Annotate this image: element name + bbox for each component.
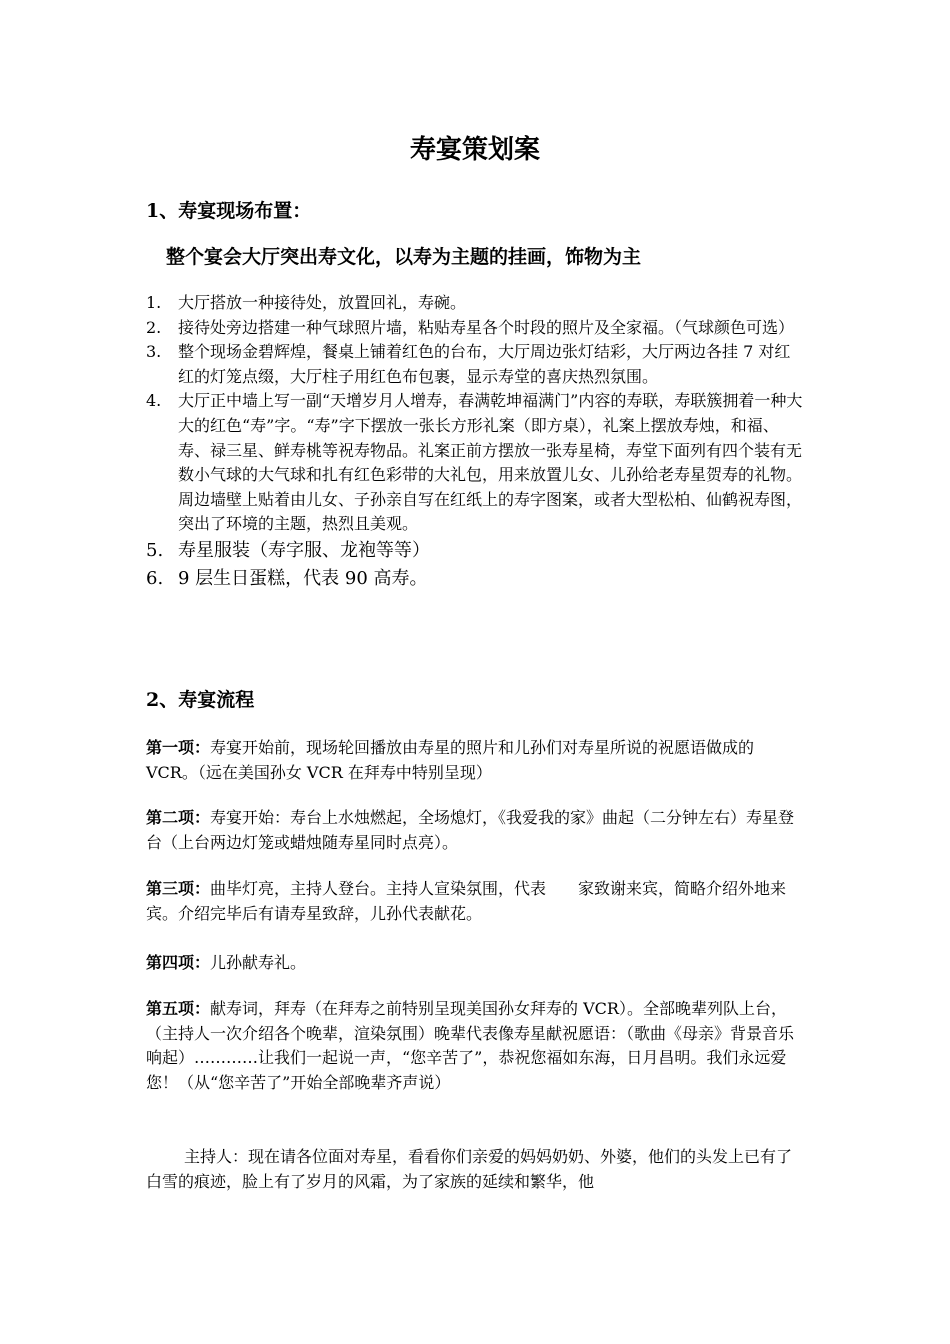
- host-paragraph: 主持人：现在请各位面对寿星，看看你们亲爱的妈妈奶奶、外婆，他们的头发上已有了白雪的痕迹，脸上有了岁月的风霜，为了家族的延续和繁华，他: [146, 1147, 793, 1191]
- step-label: 第五项：: [146, 999, 211, 1018]
- list-item: [146, 340, 806, 389]
- list-number: 1.: [146, 293, 162, 312]
- list-number: 6.: [146, 567, 164, 589]
- step-paragraph: [146, 806, 806, 855]
- list-text: 大厅搭放一种接待处，放置回礼，寿碗。: [178, 293, 467, 312]
- list-text: 整个现场金碧辉煌，餐桌上铺着红色的台布，大厅周边张灯结彩，大厅两边各挂 7 对红红的灯笼点缀，大厅柱子用红色布包裹，显示寿堂的喜庆热烈氛围。: [178, 342, 791, 386]
- setup-list: [146, 291, 806, 593]
- step-label: 第一项：: [146, 738, 211, 757]
- section1-subheading: 整个宴会大厅突出寿文化，以寿为主题的挂画，饰物为主: [166, 246, 642, 268]
- step-label: 第二项：: [146, 808, 211, 827]
- list-text: 接待处旁边搭建一种气球照片墙，粘贴寿星各个时段的照片及全家福。（气球颜色可选）: [178, 317, 795, 337]
- step-text: 寿宴开始：寿台上水烛燃起，全场熄灯，《我爱我的家》曲起（二分钟左右）寿星登台（上台两边灯笼或蜡烛随寿星同时点亮）。: [146, 808, 795, 852]
- list-item: [146, 565, 806, 593]
- list-number: 4.: [146, 391, 162, 411]
- step-paragraph: [146, 997, 806, 1095]
- step-text: 儿孙献寿礼。: [210, 953, 307, 972]
- step-text: 献寿词，拜寿（在拜寿之前特别呈现美国孙女拜寿的 VCR）。全部晚辈列队上台，（主持人一次介绍各个晚辈，渲染氛围）晚辈代表像寿星献祝愿语：（歌曲《母亲》背景音乐响起）…………让我们一起说一声，“您辛苦了”，恭祝您福如东海，日月昌明。我们永远爱您！（从“您辛苦了”开始全部晚辈齐声说）: [146, 999, 795, 1092]
- list-number: 5.: [146, 539, 164, 561]
- step-paragraph: [146, 951, 806, 976]
- step-paragraph: [146, 736, 806, 785]
- document-title: 寿宴策划案: [409, 135, 540, 165]
- step-label: 第四项：: [146, 953, 211, 972]
- list-text: 大厅正中墙上写一副“天增岁月人增寿，春满乾坤福满门”内容的寿联，寿联簇拥着一种大大的红色“寿”字。“寿”字下摆放一张长方形礼案（即方桌），礼案上摆放寿烛，和福、寿、禄三星、鲜寿桃等祝寿物品。礼案正前方摆放一张寿星椅，寿堂下面列有四个装有无数小气球的大气球和扎有红色彩带的大礼包，用来放置儿女、儿孙给老寿星贺寿的礼物。周边墙壁上贴着由儿女、子孙亲自写在红纸上的寿字图案，或者大型松柏、仙鹤祝寿图，突出了环境的主题，热烈且美观。: [178, 391, 803, 534]
- list-item: [146, 537, 806, 565]
- section2-heading: 2、寿宴流程: [146, 689, 255, 711]
- list-text: 9 层生日蛋糕，代表 90 高寿。: [178, 567, 428, 589]
- list-text: 寿星服装（寿字服、龙袍等等）: [178, 539, 430, 561]
- list-number: 3.: [146, 342, 162, 362]
- list-item: [146, 389, 806, 537]
- section1-heading: 1、寿宴现场布置：: [146, 200, 312, 222]
- step-text: 寿宴开始前，现场轮回播放由寿星的照片和儿孙们对寿星所说的祝愿语做成的 VCR。（远在美国孙女 VCR 在拜寿中特别呈现）: [146, 738, 755, 782]
- step-text: 曲毕灯亮，主持人登台。主持人宣染氛围，代表 家致谢来宾，简略介绍外地来宾。介绍完毕后有请寿星致辞，儿孙代表献花。: [146, 879, 787, 923]
- list-number: 2.: [146, 317, 162, 337]
- list-item: [146, 316, 806, 341]
- step-paragraph: [146, 877, 806, 926]
- list-item: [146, 291, 806, 316]
- step-label: 第三项：: [146, 879, 211, 898]
